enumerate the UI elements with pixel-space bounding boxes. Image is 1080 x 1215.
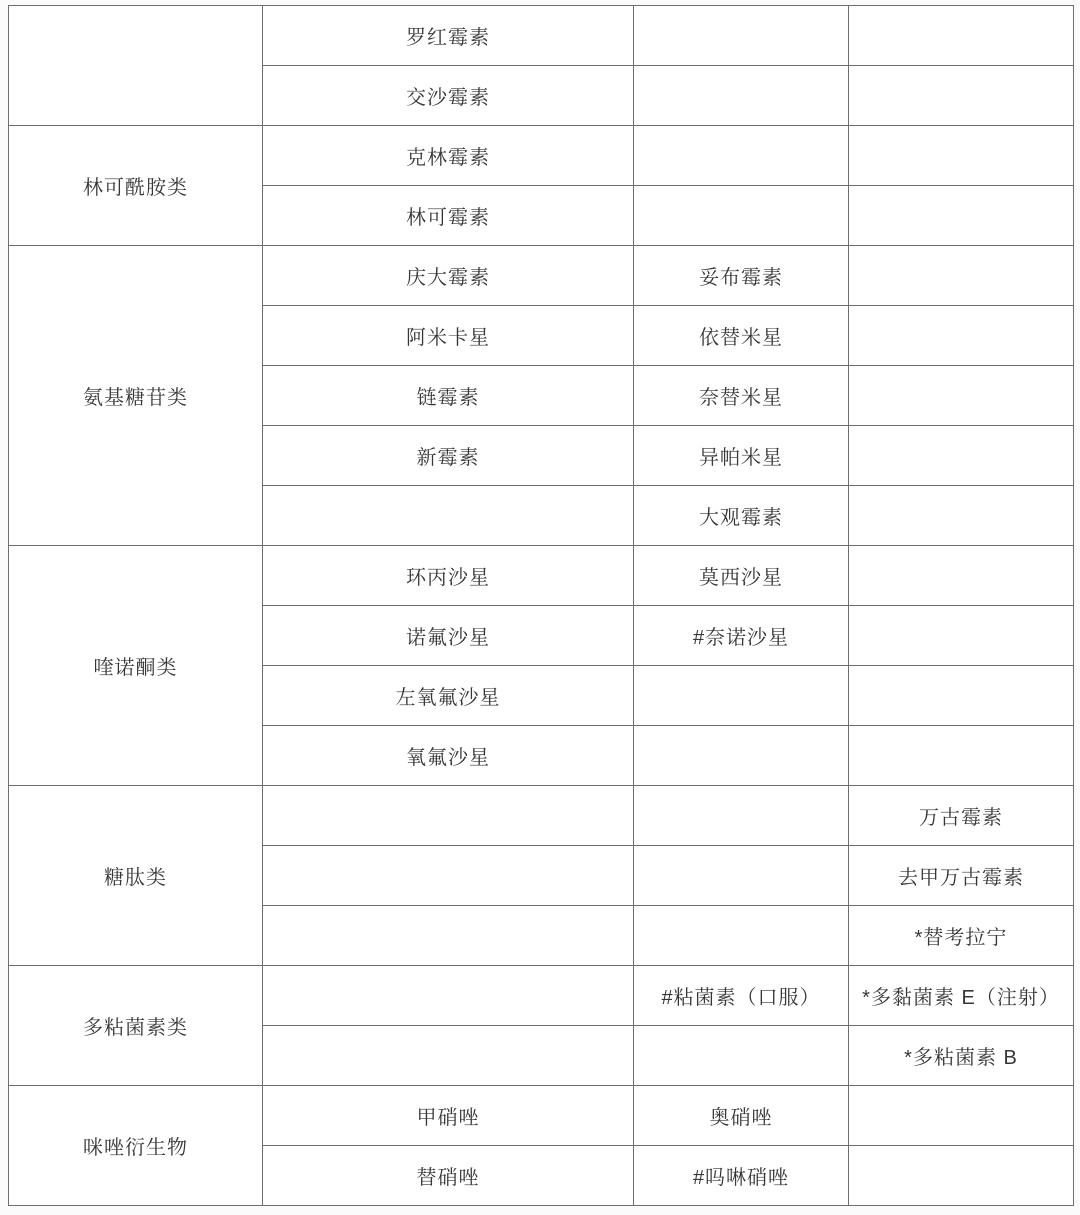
drug-cell: 奈替米星 [634,366,849,426]
drug-cell: *替考拉宁 [849,906,1074,966]
drug-cell: 林可霉素 [263,186,634,246]
drug-cell [634,846,849,906]
drug-cell: #吗啉硝唑 [634,1146,849,1206]
drug-cell: 异帕米星 [634,426,849,486]
table-body [9,6,1074,1206]
drug-cell [634,66,849,126]
drug-cell: 环丙沙星 [263,546,634,606]
category-cell: 多粘菌素类 [9,966,263,1086]
drug-cell [849,246,1074,306]
drug-cell [634,906,849,966]
drug-cell: 克林霉素 [263,126,634,186]
drug-cell: #奈诺沙星 [634,606,849,666]
drug-cell [634,6,849,66]
drug-cell: 莫西沙星 [634,546,849,606]
category-cell: 林可酰胺类 [9,126,263,246]
drug-cell [849,666,1074,726]
drug-cell [263,486,634,546]
drug-cell [849,186,1074,246]
table-row [9,786,1074,846]
drug-cell [849,1086,1074,1146]
drug-cell: 万古霉素 [849,786,1074,846]
drug-cell: 依替米星 [634,306,849,366]
drug-cell [634,786,849,846]
drug-cell: 诺氟沙星 [263,606,634,666]
table-row [9,546,1074,606]
drug-cell [263,1026,634,1086]
drug-cell: #粘菌素（口服） [634,966,849,1026]
drug-cell: 大观霉素 [634,486,849,546]
drug-cell: 新霉素 [263,426,634,486]
drug-cell [849,606,1074,666]
drug-cell [849,546,1074,606]
drug-cell [849,366,1074,426]
drug-cell: 奥硝唑 [634,1086,849,1146]
drug-cell [849,426,1074,486]
drug-cell: 氧氟沙星 [263,726,634,786]
drug-cell [849,306,1074,366]
drug-cell [634,186,849,246]
drug-cell [849,1146,1074,1206]
table-row [9,126,1074,186]
drug-cell [263,846,634,906]
drug-cell: 阿米卡星 [263,306,634,366]
table-row [9,966,1074,1026]
drug-cell [263,786,634,846]
category-cell: 糖肽类 [9,786,263,966]
drug-cell [634,666,849,726]
category-cell: 氨基糖苷类 [9,246,263,546]
drug-cell: 甲硝唑 [263,1086,634,1146]
table-row [9,1086,1074,1146]
drug-cell: 庆大霉素 [263,246,634,306]
drug-cell [634,126,849,186]
drug-cell: 罗红霉素 [263,6,634,66]
drug-cell [849,486,1074,546]
drug-cell [263,906,634,966]
drug-cell [634,726,849,786]
drug-cell [634,1026,849,1086]
antibiotics-table [8,5,1074,1206]
drug-cell [849,66,1074,126]
drug-cell: *多黏菌素 E（注射） [849,966,1074,1026]
category-cell: 咪唑衍生物 [9,1086,263,1206]
drug-cell: 链霉素 [263,366,634,426]
drug-cell: 妥布霉素 [634,246,849,306]
table-row [9,6,1074,66]
drug-cell: 替硝唑 [263,1146,634,1206]
drug-cell: 交沙霉素 [263,66,634,126]
category-cell [9,6,263,126]
drug-cell [849,6,1074,66]
table-row [9,246,1074,306]
drug-cell: 去甲万古霉素 [849,846,1074,906]
drug-cell: 左氧氟沙星 [263,666,634,726]
drug-cell: *多粘菌素 B [849,1026,1074,1086]
drug-cell [849,126,1074,186]
drug-cell [849,726,1074,786]
drug-cell [263,966,634,1026]
category-cell: 喹诺酮类 [9,546,263,786]
